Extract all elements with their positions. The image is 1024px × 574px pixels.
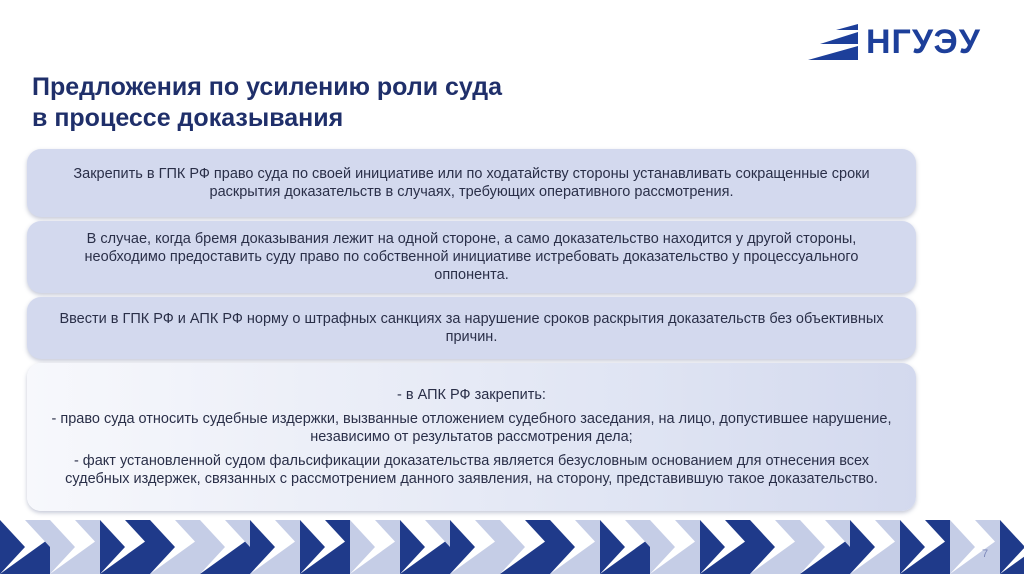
decorative-triangle-pattern	[0, 520, 1024, 574]
page-number: 7	[982, 548, 989, 560]
proposal-text: В случае, когда бремя доказывания лежит на одной стороне, а само доказательство находится у другой стороны, необходимо предоставить суду право по собственной инициативе истребовать доказательство у процессуального оппонента.	[84, 231, 859, 283]
proposal-text: Ввести в ГПК РФ и АПК РФ норму о штрафных санкциях за нарушение сроков раскрытия доказательств без объективных причин.	[59, 311, 884, 345]
proposal-card-4	[27, 363, 916, 511]
logo	[806, 22, 996, 64]
logo-mark-icon	[806, 24, 860, 62]
proposal-card-3	[27, 297, 916, 359]
proposal-heading: - в АПК РФ закрепить:	[397, 387, 546, 403]
title-line-2: в процессе доказывания	[32, 104, 344, 132]
proposal-text: Закрепить в ГПК РФ право суда по своей инициативе или по ходатайству стороны устанавливать сокращенные сроки раскрытия доказательств в случаях, требующих оперативного рассмотрения.	[73, 166, 870, 200]
logo-text: НГУЭУ	[866, 23, 981, 61]
page-title	[32, 72, 502, 134]
proposal-card-2	[27, 221, 916, 293]
title-line-1: Предложения по усилению роли суда	[32, 73, 502, 101]
proposal-item: - факт установленной судом фальсификации доказательства является безусловным основанием для отнесения всех судебных издержек, связанных с рассмотрением данного заявления, на сторону, представившую такое доказательство.	[65, 453, 878, 487]
proposal-item: - право суда относить судебные издержки, вызванные отложением судебного заседания, на лицо, допустившее нарушение, независимо от результатов рассмотрения дела;	[51, 411, 892, 445]
proposal-card-1	[27, 149, 916, 217]
